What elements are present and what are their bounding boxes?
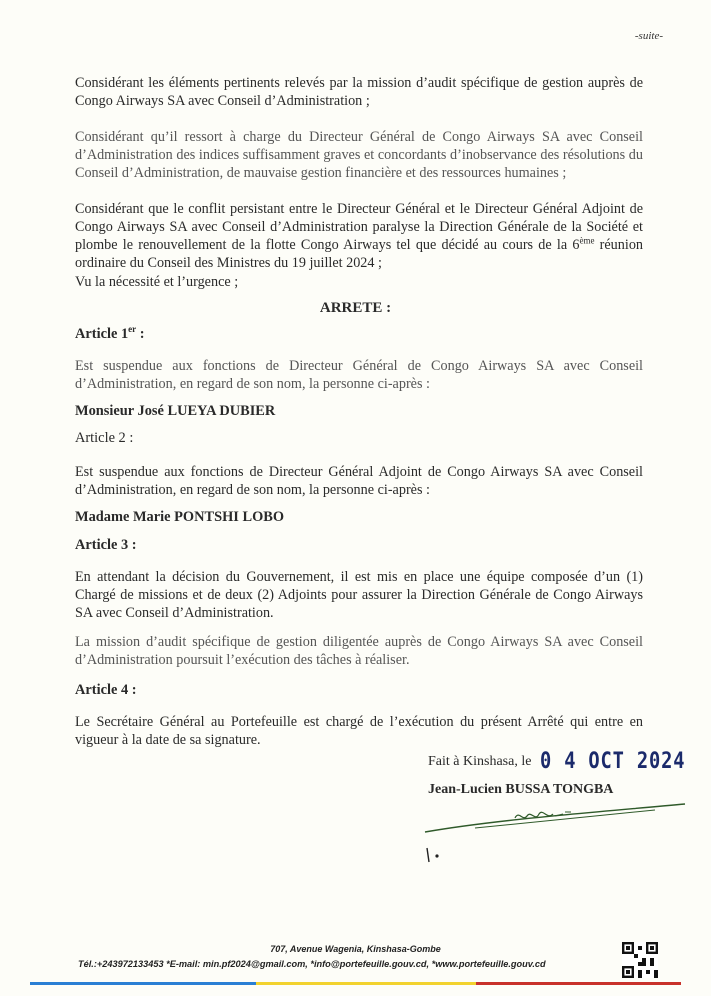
paragraph-conflict: Considérant que le conflit persistant entre le Directeur Général et le Directeur Général Adjoint de Congo Airways SA avec Conseil d’Administration paralyse la Direction Générale de la Société et plombe le renouvellement de la flotte Congo Airways tel que décidé au cours de la 6ème réunion ordinaire du Conseil des Ministres du 19 juillet 2024 ; [75, 201, 644, 271]
article-2-heading: Article 2 : [75, 430, 134, 446]
article-3-heading: Article 3 : [75, 537, 137, 553]
handwritten-signature [415, 792, 705, 872]
article-1-person: Monsieur José LUEYA DUBIER [75, 403, 276, 419]
paragraph-audit-findings: Considérant les éléments pertinents relevés par la mission d’audit spécifique de gestion auprès de Congo Airways SA avec Conseil d’Administration ; [75, 75, 643, 109]
article-2-person: Madame Marie PONTSHI LOBO [75, 509, 285, 525]
article-4-text: Le Secrétaire Général au Portefeuille est chargé de l’exécution du présent Arrêté qui entre en vigueur à la date de sa signature. [75, 714, 643, 748]
signer-name: Jean-Lucien BUSSA TONGBA [428, 782, 614, 797]
footer-flag-red [476, 982, 681, 985]
footer-contact: Tél.:+243972133453 *E-mail: min.pf2024@gmail.com, *info@portefeuille.gouv.cd, *www.portefeuille.gouv.cd [78, 959, 546, 969]
qr-code-icon [622, 942, 658, 978]
date-stamp: 0 4 OCT 2024 [540, 749, 686, 774]
continuation-mark: -suite- [634, 30, 663, 42]
article-4-heading: Article 4 : [75, 682, 137, 698]
footer-flag-yellow [256, 982, 476, 985]
signature-place: Fait à Kinshasa, le [428, 754, 532, 769]
article-2-text: Est suspendue aux fonctions de Directeur Général Adjoint de Congo Airways SA avec Conseil d’Administration, en regard de son nom, la personne ci-après : [75, 464, 643, 498]
paragraph-charges: Considérant qu’il ressort à charge du Directeur Général de Congo Airways SA avec Conseil d’Administration des indices suffisamment graves et concordants d’inobservance des résolutions du Conseil d’Administration, de mauvaise gestion financière et des ressources humaines ; [75, 129, 643, 181]
article-3-text-2: La mission d’audit spécifique de gestion diligentée auprès de Congo Airways SA avec Conseil d’Administration poursuit l’exécution des tâches à réaliser. [75, 634, 643, 668]
article-1-heading: Article 1er : [75, 324, 145, 342]
footer-address: 707, Avenue Wagenia, Kinshasa-Gombe [270, 944, 441, 954]
article-1-text: Est suspendue aux fonctions de Directeur Général de Congo Airways SA avec Conseil d’Administration, en regard de son nom, la personne ci-après : [75, 358, 643, 392]
arrete-title: ARRETE : [319, 300, 392, 316]
article-3-text-1: En attendant la décision du Gouvernement, il est mis en place une équipe composée d’un (1) Chargé de missions et de deux (2) Adjoints pour assurer la Direction Générale de Congo Airways SA avec Conseil d’Administration. [75, 569, 643, 621]
paragraph-urgency: Vu la nécessité et l’urgence ; [75, 274, 239, 290]
footer-flag-blue [30, 982, 256, 985]
